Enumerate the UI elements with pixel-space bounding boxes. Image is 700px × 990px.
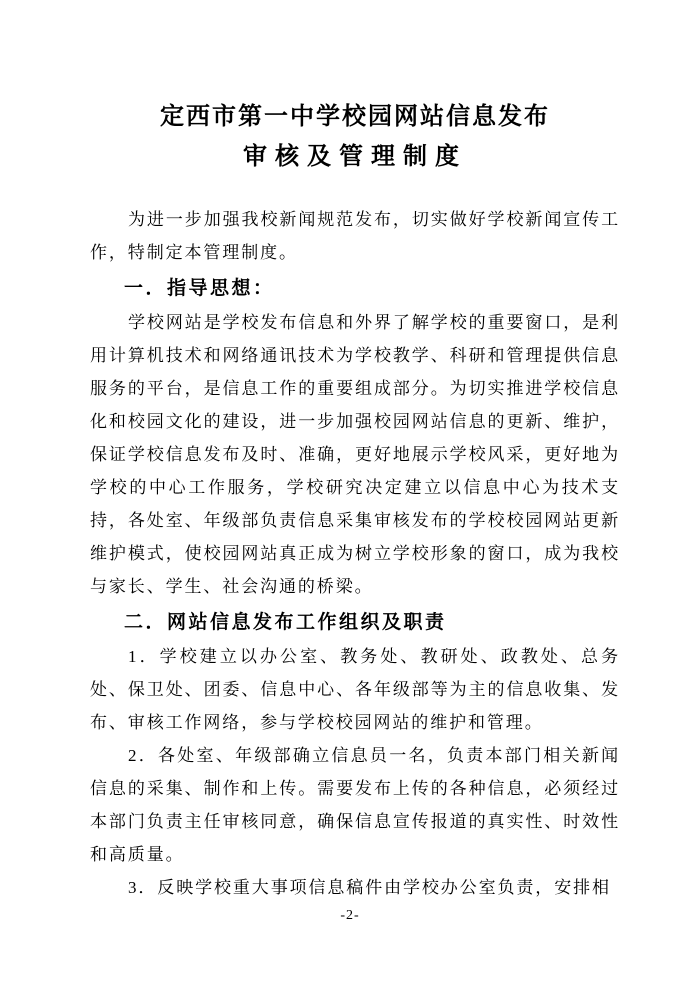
intro-paragraph: 为进一步加强我校新闻规范发布，切实做好学校新闻宣传工作，特制定本管理制度。 <box>90 210 620 262</box>
title-line-2: 审核及管理制度 <box>243 143 467 170</box>
section2-item-1: 1．学校建立以办公室、教务处、教研处、政教处、总务处、保卫处、团委、信息中心、各年级部等为主的信息收集、发布、审核工作网络，参与学校校园网站的维护和管理。 <box>90 647 620 732</box>
section2-item-3: 3．反映学校重大事项信息稿件由学校办公室负责，安排相 <box>128 878 611 897</box>
section2-heading: 二．网站信息发布工作组织及职责 <box>124 612 447 633</box>
section1-body-paragraph: 学校网站是学校发布信息和外界了解学校的重要窗口，是利用计算机技术和网络通讯技术为学校教学、科研和管理提供信息服务的平台，是信息工作的重要组成部分。为切实推进学校信息化和校园文化的建设，进一步加强校园网站信息的更新、维护，保证学校信息发布及时、准确，更好地展示学校风采，更好地为学校的中心工作服务，学校研究决定建立以信息中心为技术支持，各处室、年级部负责信息采集审核发布的学校校园网站更新维护模式，使校园网站真正成为树立学校形象的窗口，成为我校与家长、学生、社会沟通的桥梁。 <box>90 313 620 596</box>
document-title <box>90 97 620 177</box>
page-number: -2- <box>340 908 360 923</box>
title-line-1: 定西市第一中学校园网站信息发布 <box>160 103 550 130</box>
section2-item-2: 2．各处室、年级部确立信息员一名，负责本部门相关新闻信息的采集、制作和上传。需要发布上传的各种信息，必须经过本部门负责主任审核同意，确保信息宣传报道的真实性、时效性和高质量。 <box>90 746 620 864</box>
section1-heading: 一．指导思想： <box>124 278 275 299</box>
